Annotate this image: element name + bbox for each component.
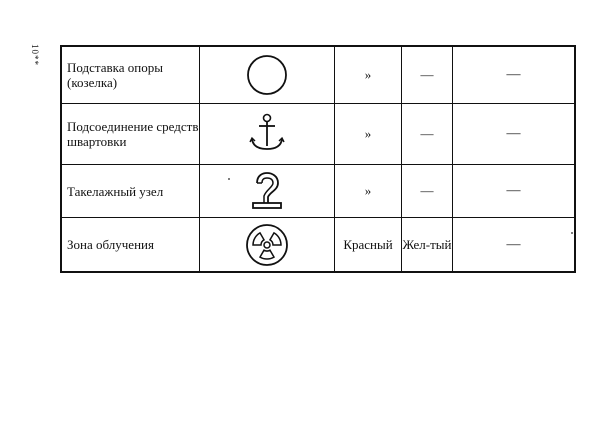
- row-symbol: [200, 104, 335, 165]
- row-col2: —: [402, 104, 453, 165]
- anchor-icon: [247, 113, 287, 155]
- radiation-icon: [244, 222, 290, 268]
- row-col1: »: [335, 165, 402, 218]
- row-col3: —: [453, 46, 576, 104]
- rigging-hook-icon: [249, 171, 285, 211]
- symbols-table: [60, 45, 576, 273]
- row-name: Подставка опоры (козелка): [61, 46, 200, 104]
- row-name: Зона облучения: [61, 218, 200, 273]
- row-name: Подсоединение средств швартовки: [61, 104, 200, 165]
- row-name: Такелажный узел: [61, 165, 200, 218]
- row-col2: —: [402, 46, 453, 104]
- table-row: [61, 46, 575, 104]
- row-col2: —: [402, 165, 453, 218]
- row-col3: —: [453, 165, 576, 218]
- row-col3: —: [453, 218, 576, 273]
- row-col1: Красный: [335, 218, 402, 273]
- table-row: [61, 104, 575, 165]
- row-col2: Жел-тый: [402, 218, 453, 273]
- circle-icon: [245, 53, 289, 97]
- page-marker: 10**: [30, 44, 40, 66]
- row-col1: »: [335, 46, 402, 104]
- row-col3: —: [453, 104, 576, 165]
- table-row: [61, 218, 575, 273]
- row-symbol: [200, 218, 335, 273]
- row-symbol: [200, 46, 335, 104]
- table-row: [61, 165, 575, 218]
- row-col1: »: [335, 104, 402, 165]
- row-symbol: [200, 165, 335, 218]
